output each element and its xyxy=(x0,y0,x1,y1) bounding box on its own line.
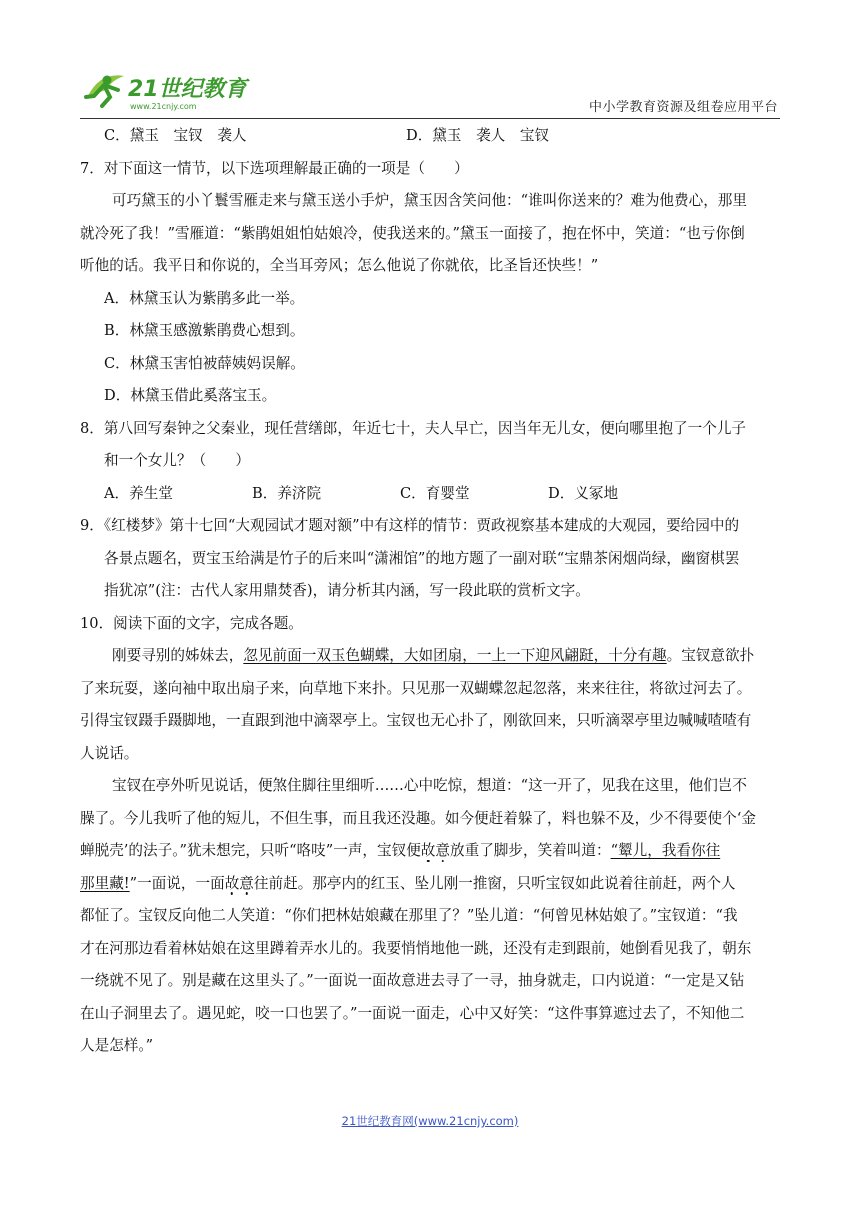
q10-p1-line: 引得宝钗蹑手蹑脚地，一直跟到池中滴翠亭上。宝钗也无心扑了，刚欲回来，只听滴翠亭里边喊喊喳喳有 xyxy=(80,712,752,729)
q8-option-a: A．养生堂 xyxy=(104,484,173,502)
text-run: ”一面说，一面 xyxy=(129,874,225,892)
q8-option-b: B．养济院 xyxy=(252,484,322,502)
page-header xyxy=(80,66,780,118)
q10-p2-line: 一绕就不见了。别是藏在这里头了。”一面说一面故意进去寻了一寻，抽身就走，口内说道：“一定是又钻 xyxy=(80,972,745,989)
q7-passage-line: 就冷死了我！”雪雁道：“紫鹃姐姐怕姑娘冷，使我送来的。”黛玉一面接了，抱在怀中，笑道：“也亏你倒 xyxy=(80,224,745,242)
logo xyxy=(80,66,280,116)
q6-options-row xyxy=(80,120,780,153)
logo-runner-icon xyxy=(80,66,280,116)
q10-p2-line: 人是怎样。” xyxy=(80,1037,154,1054)
q10-p2-line: 臊了。今儿我听了他的短儿，不但生事，而且我还没趣。如今便赶着躲了，料也躲不及，少不得要使个‘金 xyxy=(80,809,756,827)
text-run: 蝉脱壳’的法子。”犹未想完，只听“咯吱”一声，宝钗便 xyxy=(80,842,421,859)
q10-p2-line xyxy=(80,835,780,868)
text-run: 。宝钗意欲扑 xyxy=(666,647,755,664)
underlined-text: 那里藏! xyxy=(80,874,130,892)
text-run: 刚要寻别的姊妹去， xyxy=(112,647,244,664)
q7-option-c: C．林黛玉害怕被薛姨妈误解。 xyxy=(104,354,305,372)
text-run: 往前赶。那亭内的红玉、坠儿刚一推窗，只听宝钗如此说着往前赶，两个人 xyxy=(253,874,736,892)
logo-sub-text: www.21cnjy.com xyxy=(130,102,197,111)
emphasis-dot-char: 意 xyxy=(435,842,451,859)
emphasis-dot-char: 故 xyxy=(224,874,240,892)
q7-passage-line: 听他的话。我平日和你说的，全当耳旁风；怎么他说了你就依，比圣旨还快些！” xyxy=(80,257,599,274)
text-run: 放重了脚步，笑着叫道： xyxy=(450,842,611,859)
q9-stem: 9．《红楼梦》第十七回“大观园试才题对额”中有这样的情节：贾政视察基本建成的大观园，要给园中的 xyxy=(80,517,740,534)
q10-p2-line: 宝钗在亭外听见说话，便煞住脚往里细听……心中吃惊，想道：“这一开了，见我在这里，他们岂不 xyxy=(112,777,747,794)
q8-stem-cont: 和一个女儿？（ ） xyxy=(104,452,250,469)
q10-p2-line xyxy=(80,868,780,901)
q6-option-c: C．黛玉 宝钗 袭人 xyxy=(104,127,247,144)
q10-p1-line xyxy=(80,640,780,673)
q8-option-d: D．义冢地 xyxy=(548,484,619,502)
q9-stem-cont: 各景点题名，贾宝玉给满是竹子的后来叫“潇湘馆”的地方题了一副对联“宝鼎茶闲烟尚绿，幽窗棋罢 xyxy=(104,549,740,567)
q6-option-d: D．黛玉 袭人 宝钗 xyxy=(406,127,550,144)
q7-stem: 7．对下面这一情节，以下选项理解最正确的一项是（ ） xyxy=(80,159,469,177)
q8-option-c: C．育婴堂 xyxy=(400,484,470,502)
emphasis-dot-char: 故 xyxy=(420,842,436,859)
underlined-text: “颦儿，我看你往 xyxy=(610,842,721,859)
underlined-text: 忽见前面一双玉色蝴蝶，大如团扇，一上一下迎风翩跹，十分有趣 xyxy=(243,647,667,664)
q7-passage-line: 可巧黛玉的小丫鬟雪雁走来与黛玉送小手炉，黛玉因含笑问他：“谁叫你送来的？难为他费心，那里 xyxy=(112,192,747,209)
header-divider xyxy=(80,118,780,119)
q10-p2-line: 才在河那边看着林姑娘在这里蹲着弄水儿的。我要悄悄地他一跳，还没有走到跟前，她倒看见我了，朝东 xyxy=(80,939,752,957)
q7-option-d: D．林黛玉借此奚落宝玉。 xyxy=(104,387,277,404)
q10-p2-line: 在山子洞里去了。遇见蛇，咬一口也罢了。”一面说一面走，心中又好笑：“这件事算遮过去了，不知他二 xyxy=(80,1004,745,1022)
q10-stem: 10．阅读下面的文字，完成各题。 xyxy=(80,614,303,632)
q8-stem: 8．第八回写秦钟之父秦业，现任营缮郎，年近七十，夫人早亡，因当年无儿女，便向哪里抱了一个儿子 xyxy=(80,419,747,437)
q7-option-b: B．林黛玉感激紫鹃费心想到。 xyxy=(104,322,305,339)
q8-options-row xyxy=(80,478,780,511)
q10-p1-line: 了来玩耍，遂向袖中取出扇子来，向草地下来扑。只见那一双蝴蝶忽起忽落，来来往往，将欲过河去了。 xyxy=(80,679,752,697)
q7-option-a: A．林黛玉认为紫鹃多此一举。 xyxy=(104,289,305,307)
footer-link[interactable]: 21世纪教育网(www.21cnjy.com) xyxy=(341,1114,519,1128)
q10-p2-line: 都怔了。宝钗反向他二人笑道：“你们把林姑娘藏在那里了？”坠儿道：“何曾见林姑娘了。”宝钗道：“我 xyxy=(80,907,738,924)
q9-stem-cont: 指犹凉”(注：古代人家用鼎焚香)，请分析其内涵，写一段此联的赏析文字。 xyxy=(104,582,590,599)
platform-name: 中小学教育资源及组卷应用平台 xyxy=(588,100,778,115)
q10-p1-line: 人说话。 xyxy=(80,744,139,762)
emphasis-dot-char: 意 xyxy=(239,874,254,892)
logo-main-text: 21世纪教育 xyxy=(128,77,247,102)
document-body xyxy=(80,120,780,1063)
